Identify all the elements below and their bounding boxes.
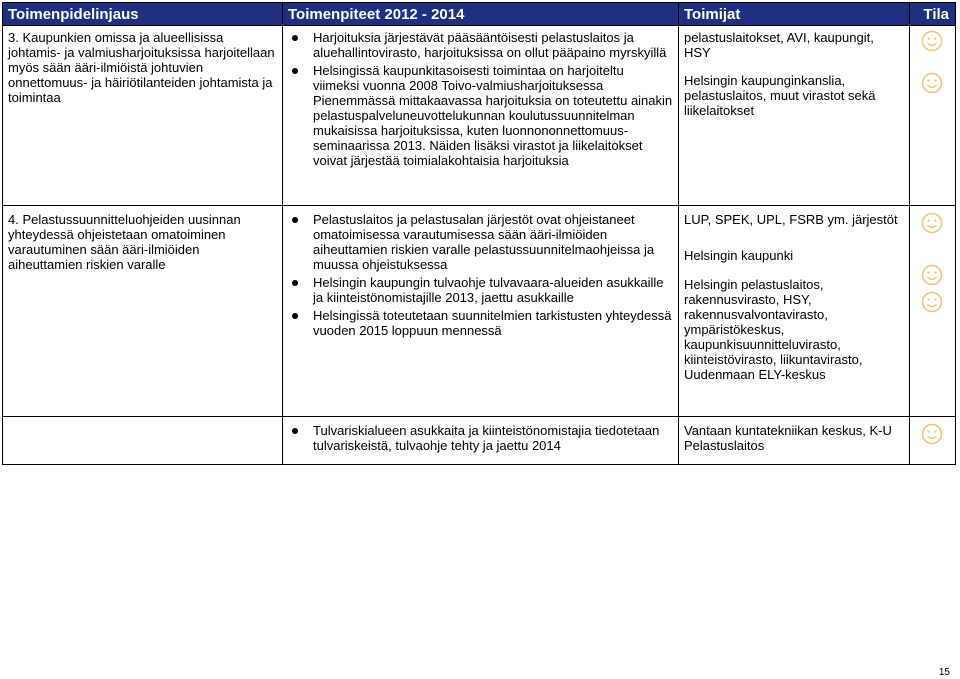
page-number: 15 (938, 667, 950, 678)
header-toimenpidelinjaus: Toimenpidelinjaus (3, 3, 283, 26)
bullet-icon (292, 313, 298, 319)
status-cell (910, 417, 956, 465)
actors-cell (679, 206, 910, 417)
action-text: Pelastuslaitos ja pelastusalan järjestöt ovat ohjeistaneet omatoimisessa varautumisessa sään ääri-ilmiöiden aiheuttamien riskien varalle pelastussuunnitelmaohjeissa ja muussa ohjeistuksessa (313, 212, 655, 272)
actor-text: pelastuslaitokset, AVI, kaupungit, HSY (684, 30, 874, 60)
bullet-icon (292, 280, 298, 286)
actor-text: Helsingin kaupunginkanslia, pelastuslaitos, muut virastot sekä liikelaitokset (684, 73, 876, 118)
actors-cell (679, 26, 910, 206)
action-item (288, 275, 673, 305)
header-tila: Tila (910, 3, 956, 26)
actor-text: Helsingin pelastuslaitos, rakennusvirasto, HSY, rakennusvalvontavirasto, ympäristökeskus, kaupunkisuunnitteluvirasto, kiinteistövirasto, liikuntavirasto, Uudenmaan ELY-keskus (684, 277, 863, 382)
actors-cell (679, 417, 910, 465)
actions-cell (283, 26, 679, 206)
smiley-icon (921, 264, 943, 286)
action-text: Helsingissä toteutetaan suunnitelmien tarkistusten yhteydessä vuoden 2015 loppuun mennessä (313, 308, 672, 338)
action-item (288, 423, 673, 453)
smiley-icon (921, 30, 943, 52)
bullet-icon (292, 428, 298, 434)
action-item (288, 308, 673, 338)
goal-cell: 4. Pelastussuunnitteluohjeiden uusinnan yhteydessä ohjeistetaan omatoiminen varautuminen sään ääri-ilmiöiden aiheuttamien riskien varalle (3, 206, 283, 417)
header-toimenpiteet: Toimenpiteet 2012 - 2014 (283, 3, 679, 26)
table-row (3, 206, 956, 417)
status-cell (910, 26, 956, 206)
smiley-icon (921, 212, 943, 234)
table-row (3, 417, 956, 465)
smiley-icon (921, 72, 943, 94)
action-plan-table (2, 2, 956, 465)
action-item (288, 212, 673, 272)
bullet-icon (292, 217, 298, 223)
bullet-icon (292, 35, 298, 41)
table-header-row (3, 3, 956, 26)
actor-text: Helsingin kaupunki (684, 248, 794, 263)
action-text: Helsingin kaupungin tulvaohje tulvavaara-alueiden asukkaille ja kiinteistönomistajille 2013, jaettu asukkaille (313, 275, 664, 305)
action-text: Tulvariskialueen asukkaita ja kiinteistönomistajia tiedotetaan tulvariskeistä, tulvaohje tehty ja jaettu 2014 (313, 423, 660, 453)
actor-text: LUP, SPEK, UPL, FSRB ym. järjestöt (684, 212, 898, 227)
action-item (288, 63, 673, 168)
goal-cell (3, 417, 283, 465)
goal-cell: 3. Kaupunkien omissa ja alueellisissa johtamis- ja valmiusharjoituksissa harjoitellaan myös sään ääri-ilmiöistä johtuvien onnettomuus- ja häiriötilanteiden johtamista ja toimintaa (3, 26, 283, 206)
header-toimijat: Toimijat (679, 3, 910, 26)
actions-cell (283, 206, 679, 417)
action-text: Helsingissä kaupunkitasoisesti toimintaa on harjoiteltu viimeksi vuonna 2008 Toivo-valmiusharjoituksessa Pienemmässä mittakaavassa harjoituksia on toteutettu ainakin pelastuspalveluneuvottelukunnan koulutussuunnitelman mukaisissa harjoituksissa, kuten luonnononnettomuus-seminaarissa 2013. Näiden lisäksi virastot ja liikelaitokset voivat järjestää toimialakohtaisia harjoituksia (313, 63, 673, 168)
actor-text: Vantaan kuntatekniikan keskus, K-U Pelastuslaitos (684, 423, 892, 453)
action-item (288, 30, 673, 60)
smiley-icon (921, 423, 943, 445)
action-text: Harjoituksia järjestävät pääsääntöisesti pelastuslaitos ja aluehallintovirasto, harjoituksissa on ollut pääpaino myrskyillä (313, 30, 667, 60)
table-row (3, 26, 956, 206)
actions-cell (283, 417, 679, 465)
bullet-icon (292, 68, 298, 74)
status-cell (910, 206, 956, 417)
smiley-icon (921, 291, 943, 313)
